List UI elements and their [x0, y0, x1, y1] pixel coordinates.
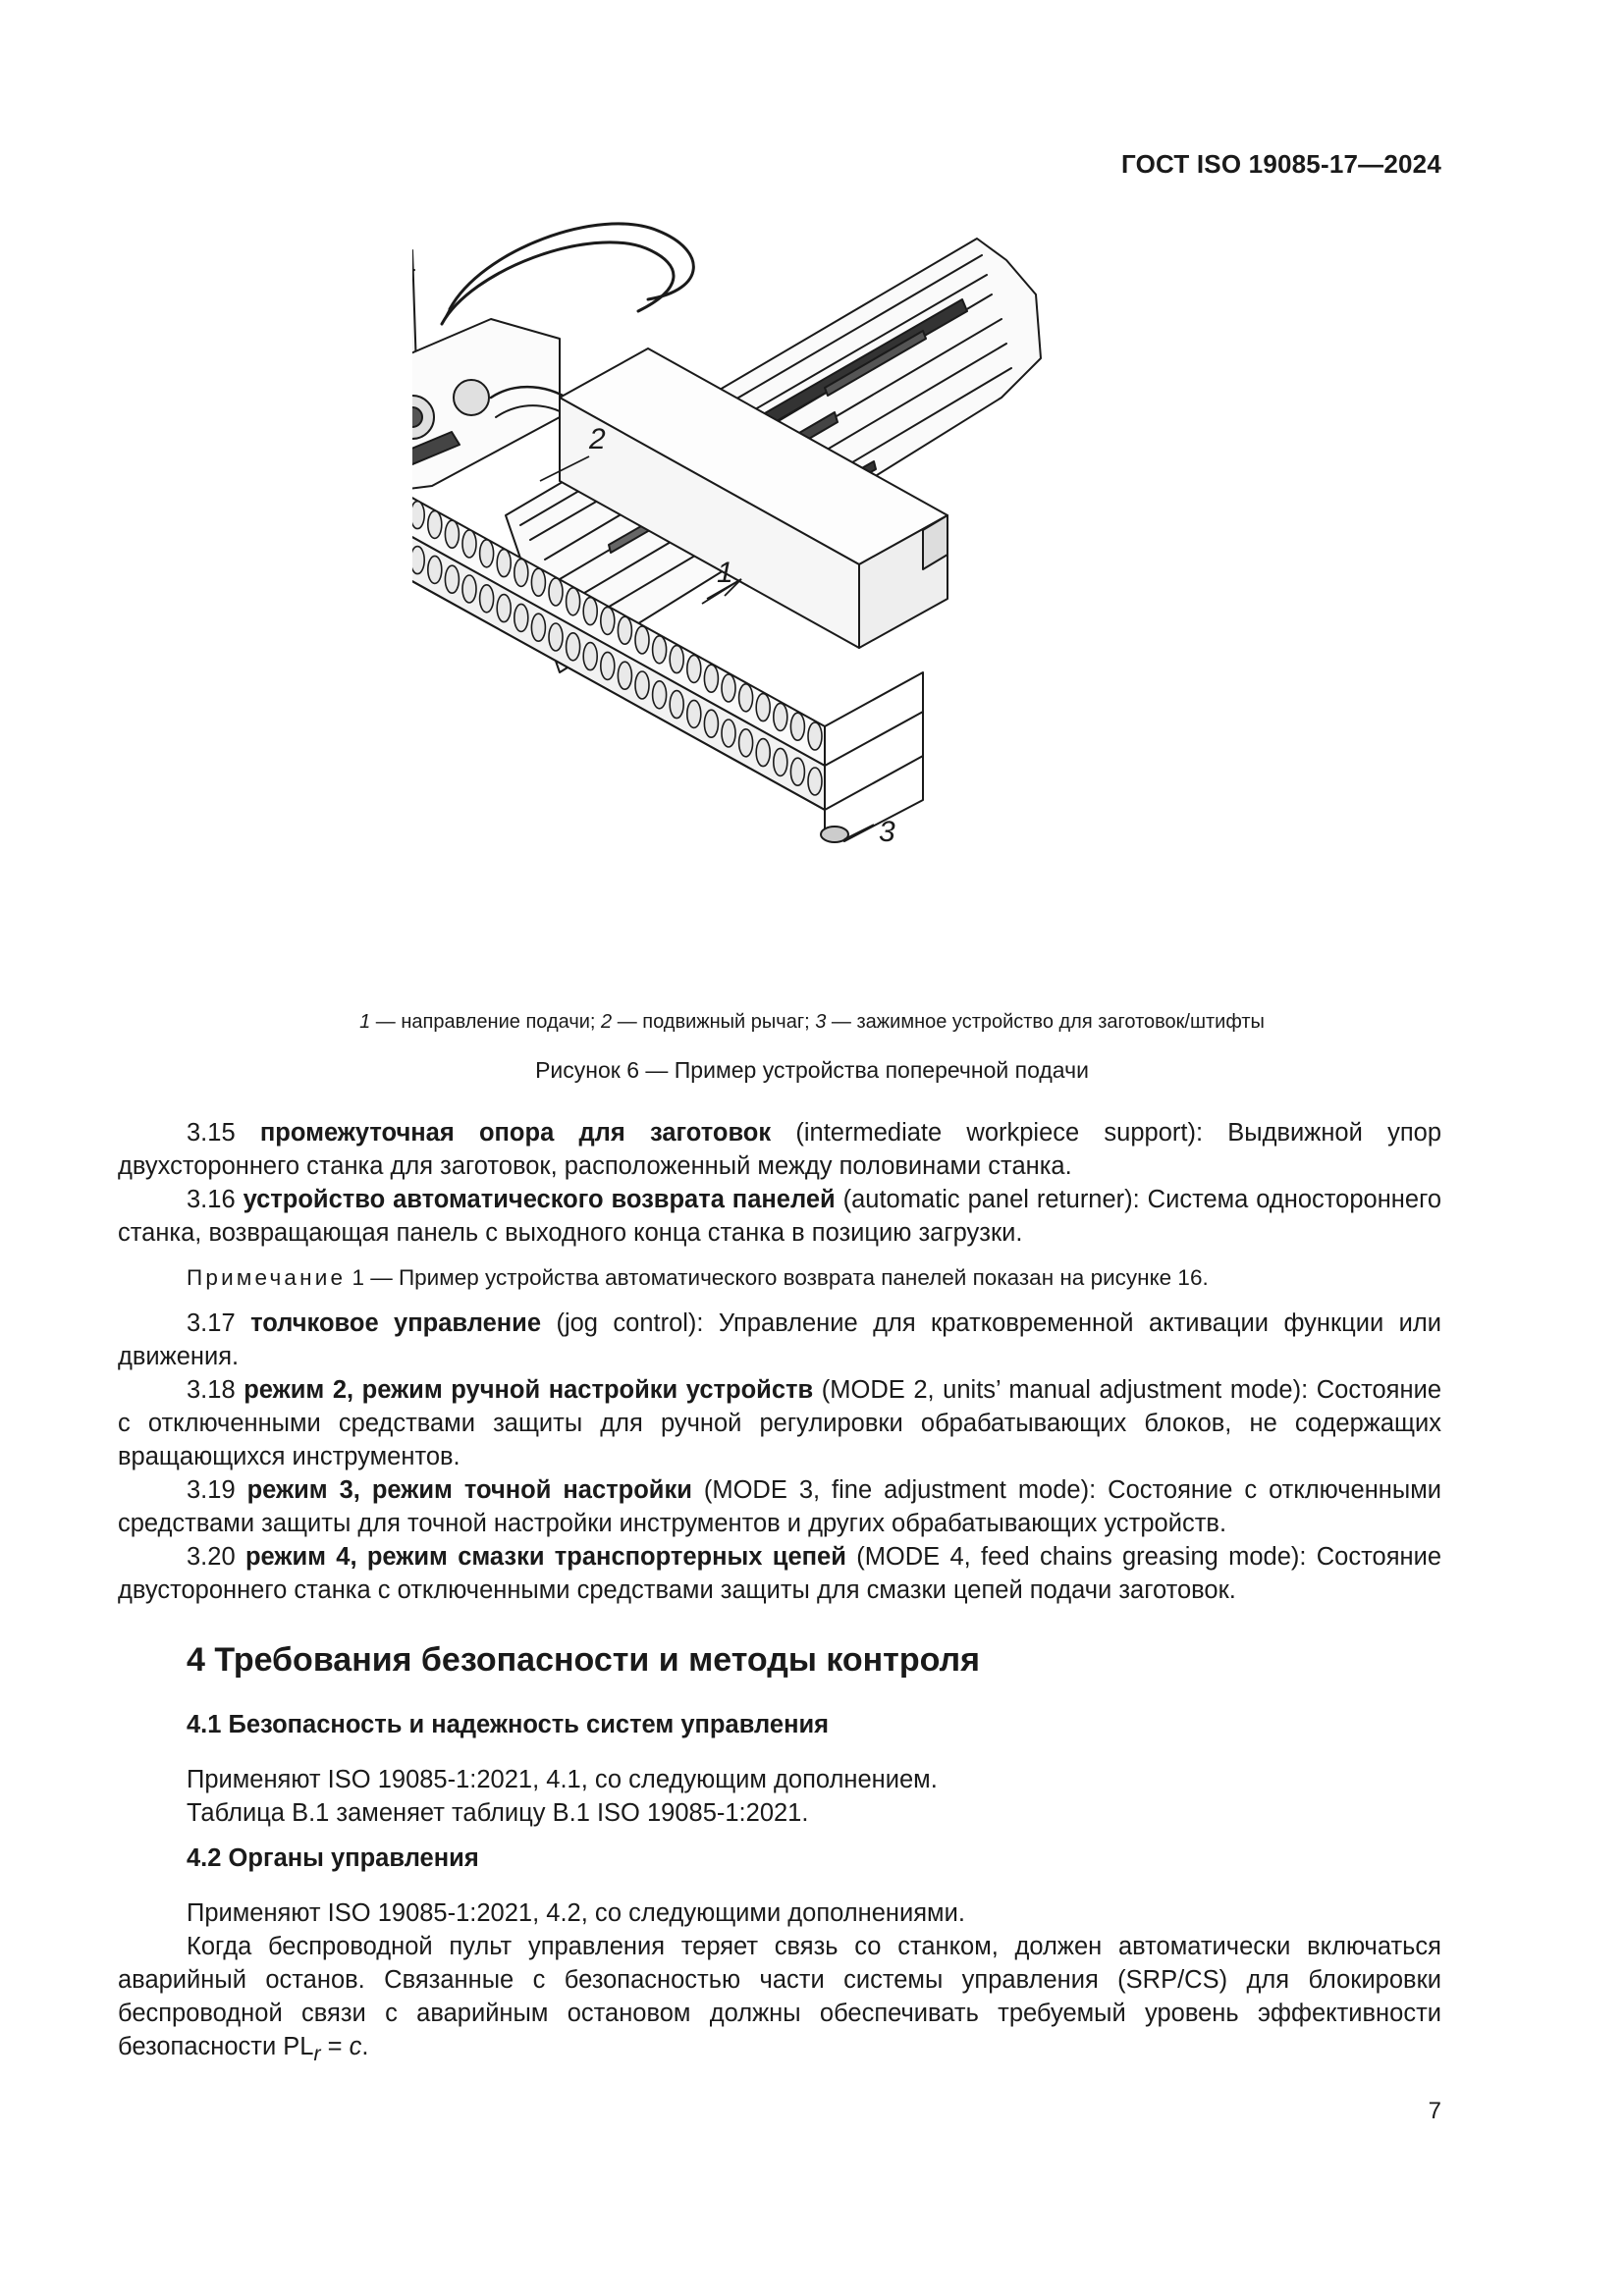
term-name: устройство автоматического возврата панелей [243, 1186, 836, 1213]
figure-legend [0, 1011, 1624, 1034]
roller-upper [635, 626, 649, 654]
legend-num-3: 3 [815, 1011, 827, 1033]
roller-upper [514, 559, 528, 586]
term-definition: (MODE 2, units’ manual adjustment mode): Состояние с отключенными средствами защиты для ручной регулировки обрабатывающих блоков, не содержащих вращающихся инструментов. [118, 1376, 1441, 1470]
roller-upper [428, 510, 442, 538]
roller-lower [635, 671, 649, 699]
note-1 [118, 1261, 1441, 1295]
section-4-title: 4 Требования безопасности и методы контроля [187, 1641, 980, 1679]
cross-feed-device-drawing [412, 221, 1198, 996]
legend-num-2: 2 [601, 1011, 613, 1033]
term-3-15 [118, 1116, 1441, 1183]
pl-subscript: r [313, 2042, 321, 2066]
roller-lower [618, 662, 631, 689]
roller-lower [722, 720, 735, 747]
period: . [361, 2033, 369, 2060]
section-4-2-title: 4.2 Органы управления [187, 1844, 479, 1872]
section-4-1 [118, 1708, 1441, 1830]
term-3-18 [118, 1373, 1441, 1473]
legend-text-2: — подвижный рычаг; [612, 1011, 816, 1033]
document-id: ГОСТ ISO 19085-17—2024 [1121, 149, 1441, 179]
section-4-1-title: 4.1 Безопасность и надежность систем управления [187, 1711, 830, 1738]
legend-text-3: — зажимное устройство для заготовок/штифты [826, 1011, 1265, 1033]
roller-lower [531, 614, 545, 641]
roller-lower [739, 729, 753, 757]
section-4-2-para-2 [118, 1930, 1441, 2070]
roller-upper [497, 550, 511, 577]
note-label: Примечание [187, 1265, 347, 1290]
roller-upper [756, 694, 770, 721]
roller-lower [670, 691, 683, 719]
roller-upper [462, 530, 476, 558]
roller-lower [497, 595, 511, 622]
term-name: режим 3, режим точной настройки [246, 1476, 692, 1504]
roller-upper [412, 502, 424, 529]
roller-lower [653, 681, 667, 709]
term-3-20 [118, 1540, 1441, 1607]
term-number: 3.18 [187, 1376, 236, 1404]
roller-upper [618, 616, 631, 644]
roller-upper [653, 636, 667, 664]
term-name: промежуточная опора для заготовок [259, 1119, 772, 1147]
roller-upper [670, 646, 683, 673]
roller-upper [567, 588, 580, 615]
roller-upper [601, 607, 615, 634]
pl-value: c [349, 2033, 362, 2060]
roller-lower [412, 547, 424, 574]
section-4-2 [118, 1842, 1441, 2070]
term-definition: (automatic panel returner): Система одностороннего станка, возвращающая панель с выходного конца станка в позицию загрузки. [118, 1186, 1441, 1247]
term-definition: (MODE 4, feed chains greasing mode): Состояние двустороннего станка с отключенными средствами защиты для смазки цепей подачи заготовок. [118, 1543, 1442, 1604]
term-3-17 [118, 1307, 1441, 1373]
roller-lower [445, 565, 459, 593]
figure-caption: Рисунок 6 — Пример устройства поперечной подачи [535, 1057, 1089, 1083]
callout-3: 3 [879, 816, 895, 848]
roller-lower [428, 556, 442, 583]
term-definition: (intermediate workpiece support): Выдвижной упор двухстороннего станка для заготовок, расположенный между половинами станка. [118, 1119, 1441, 1180]
term-name: толчковое управление [250, 1309, 542, 1337]
terms-block [118, 1116, 1441, 1607]
section-4 [118, 1643, 1441, 1677]
term-definition: (jog control): Управление для кратковременной активации функции или движения. [118, 1309, 1441, 1370]
roller-lower [601, 652, 615, 679]
roller-upper [722, 674, 735, 702]
roller-upper [480, 540, 494, 567]
term-name: режим 2, режим ручной настройки устройств [244, 1376, 814, 1404]
para-text: Когда беспроводной пульт управления теряет связь со станком, должен автоматически включаться аварийный останов. Связанные с безопасностью части системы управления (SRP/CS) для блокировки беспроводной связи с аварийным остановом должны обеспечивать требуемый уровень эффективности безопасности PL [118, 1933, 1441, 2060]
roller-upper [549, 578, 563, 606]
roller-upper [704, 665, 718, 692]
term-number: 3.15 [187, 1119, 236, 1147]
roller-lower [756, 739, 770, 767]
roller-upper [445, 520, 459, 548]
term-3-19 [118, 1473, 1441, 1540]
roller-lower [687, 700, 701, 727]
roller-upper [774, 703, 787, 730]
term-name: режим 4, режим смазки транспортерных цепей [244, 1543, 846, 1571]
term-number: 3.20 [187, 1543, 236, 1571]
equals: = [320, 2033, 350, 2060]
roller-upper [531, 568, 545, 596]
roller-upper [687, 655, 701, 682]
roller-lower [514, 604, 528, 631]
section-4-2-para-1: Применяют ISO 19085-1:2021, 4.2, со следующими дополнениями. [187, 1899, 965, 1927]
roller-upper [808, 722, 822, 750]
section-4-1-line-2: Таблица В.1 заменяет таблицу В.1 ISO 19085-1:2021. [187, 1799, 809, 1827]
page-number: 7 [1428, 2098, 1441, 2124]
term-3-16 [118, 1183, 1441, 1250]
roller-lower [549, 623, 563, 651]
roller-lower [583, 643, 597, 670]
legend-text-1: — направление подачи; [370, 1011, 602, 1033]
term-number: 3.16 [187, 1186, 236, 1213]
note-text: 1 — Пример устройства автоматического возврата панелей показан на рисунке 16. [346, 1265, 1209, 1290]
roller-lower [790, 758, 804, 785]
roller-lower [462, 575, 476, 603]
roller-upper [790, 713, 804, 740]
term-number: 3.17 [187, 1309, 236, 1337]
roller-upper [739, 684, 753, 712]
callout-2: 2 [589, 423, 606, 455]
roller-upper [583, 598, 597, 625]
roller-lower [567, 633, 580, 661]
roller-lower [774, 748, 787, 775]
roller-lower [704, 710, 718, 737]
callout-1: 1 [717, 557, 733, 589]
section-4-1-line-1: Применяют ISO 19085-1:2021, 4.1, со следующим дополнением. [187, 1766, 938, 1793]
term-definition: (MODE 3, fine adjustment mode): Состояние с отключенными средствами защиты для точной настройки инструментов и других обрабатывающих устройств. [118, 1476, 1441, 1537]
legend-num-1: 1 [359, 1011, 371, 1033]
term-number: 3.19 [187, 1476, 236, 1504]
roller-lower [480, 585, 494, 613]
roller-lower [808, 768, 822, 795]
